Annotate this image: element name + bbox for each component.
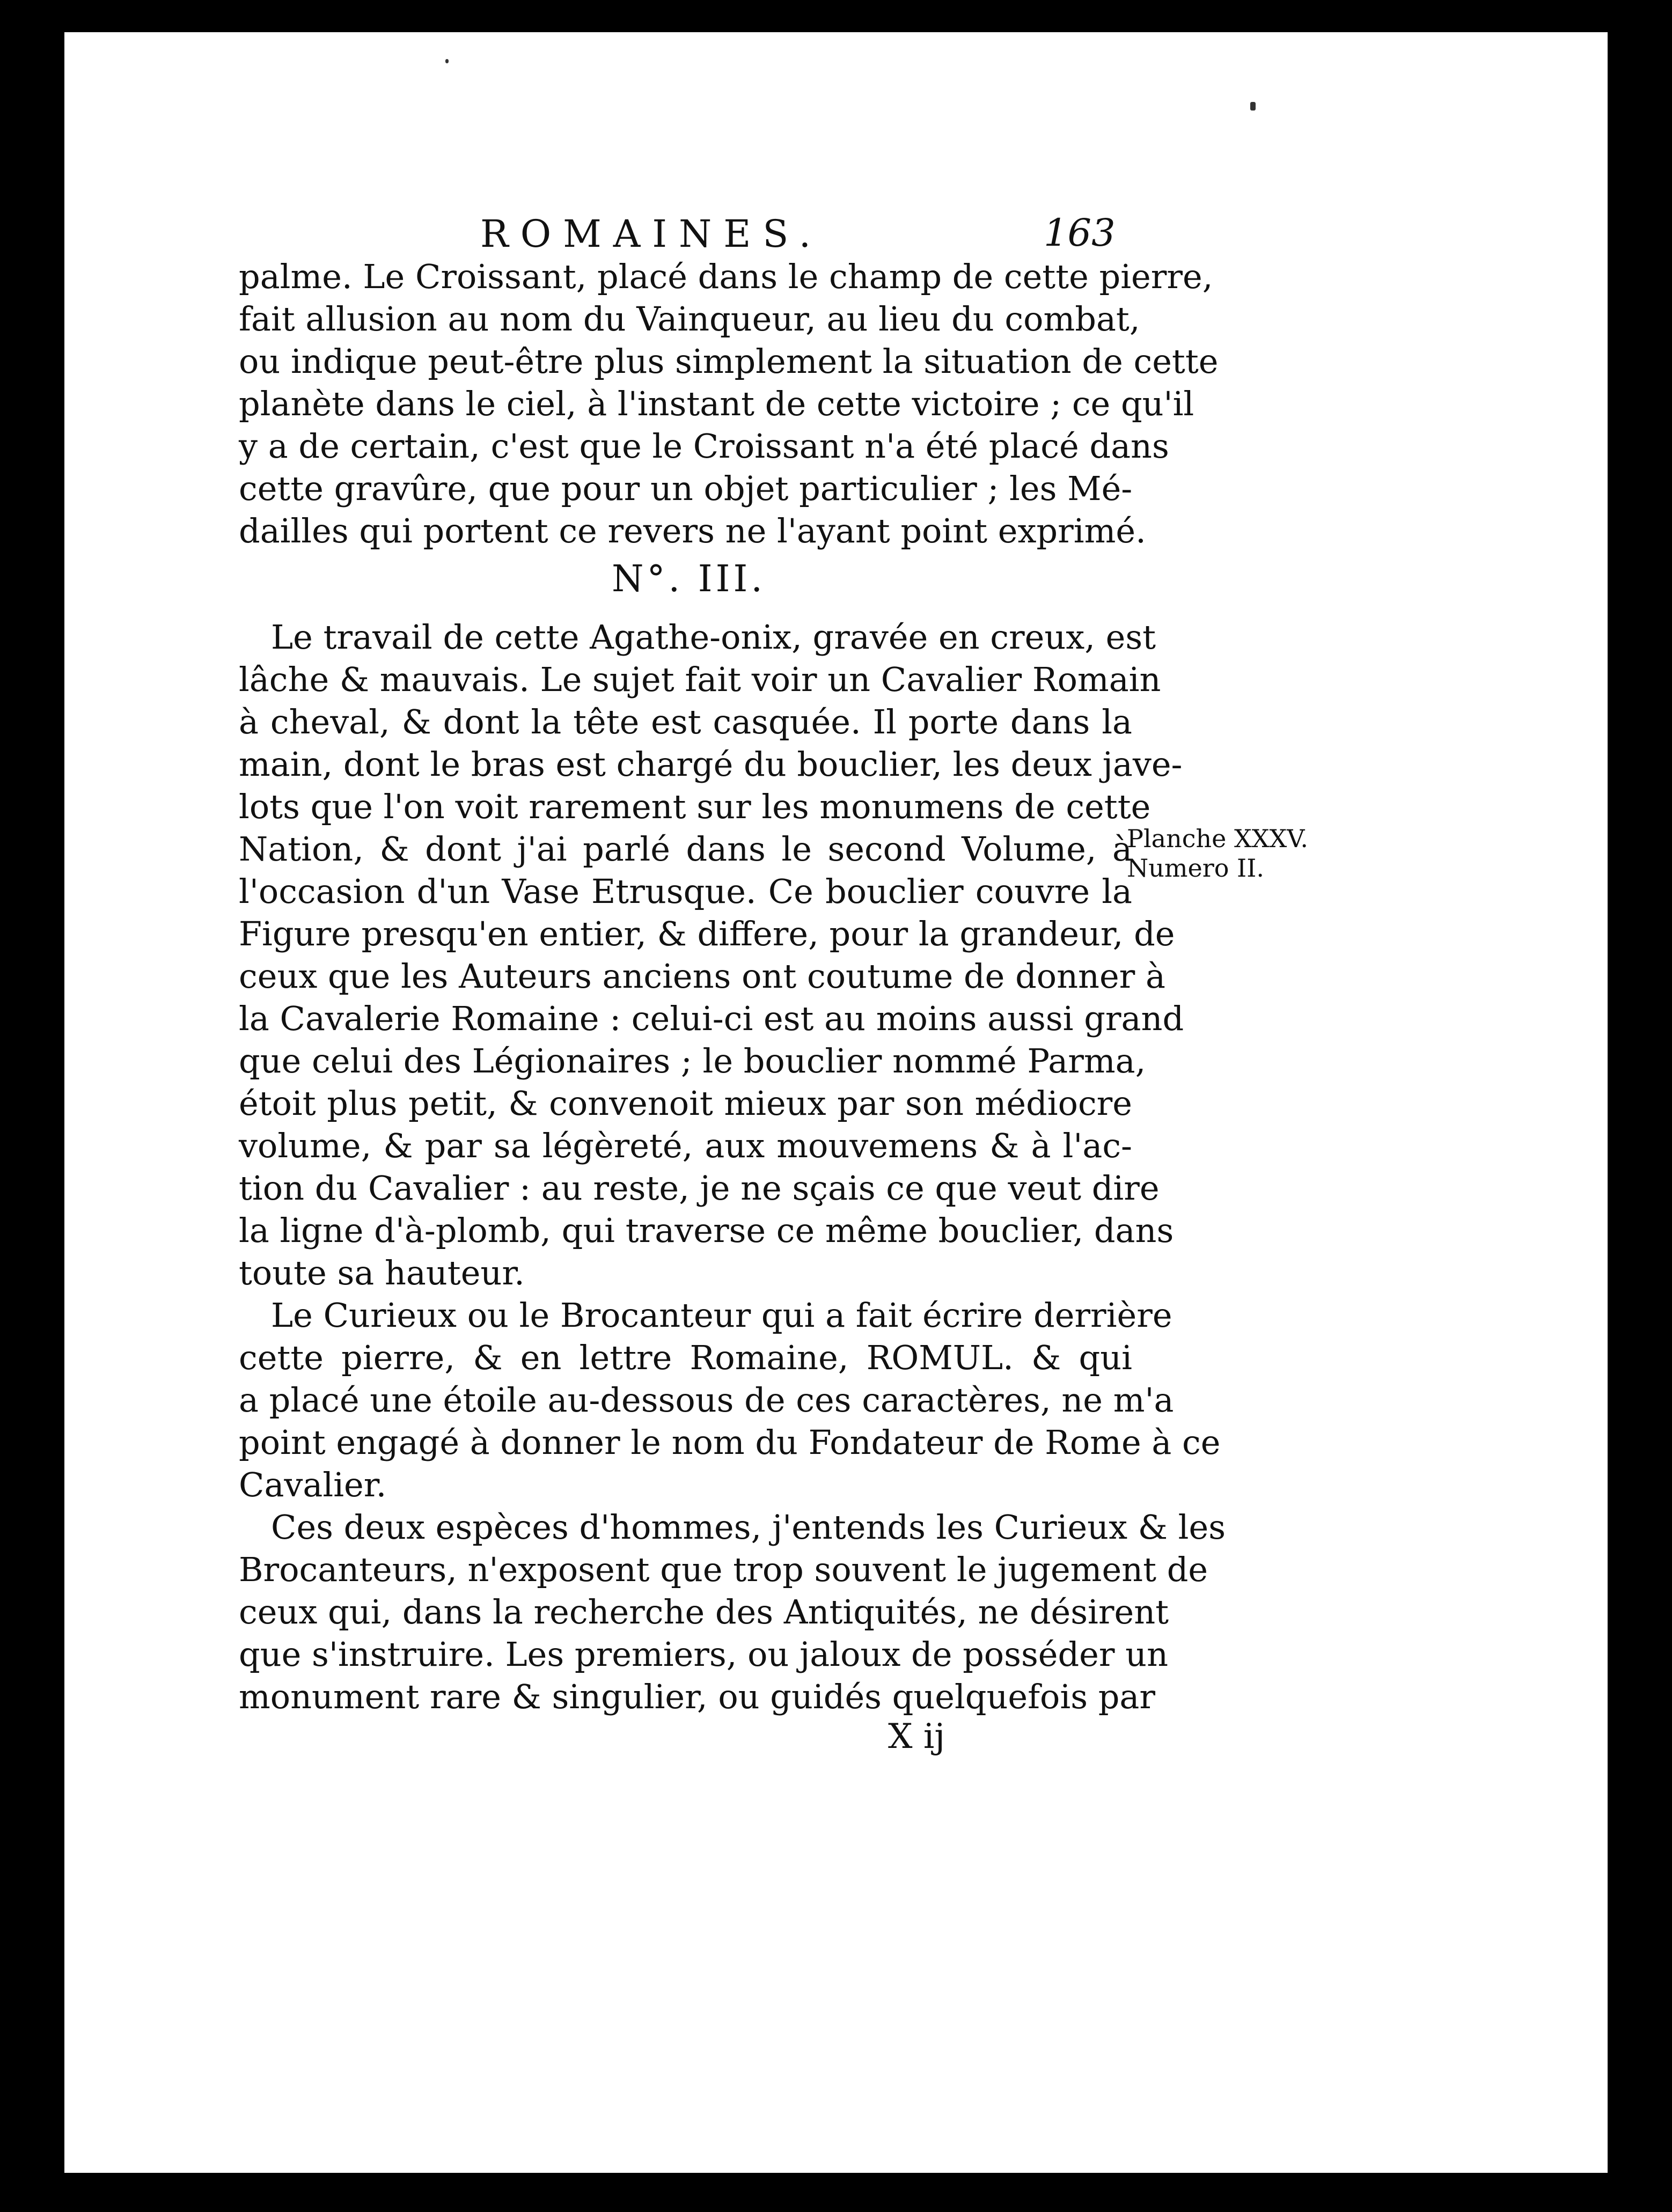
text-line: toute sa hauteur.	[239, 1253, 525, 1292]
text-line: y a de certain, c'est que le Croissant n'a été placé dans	[239, 427, 1169, 466]
scan-speck	[1250, 102, 1256, 111]
text-line: ceux que les Auteurs anciens ont coutume de donner à	[239, 957, 1165, 996]
text-line: Le Curieux ou le Brocanteur qui a fait écrire derrière	[271, 1296, 1172, 1335]
text-line: que s'instruire. Les premiers, ou jaloux de posséder un	[239, 1635, 1169, 1674]
text-line: Cavalier.	[239, 1465, 387, 1504]
text-line: à cheval, & dont la tête est casquée. Il porte dans la	[239, 702, 1132, 741]
text-line: ou indique peut-être plus simplement la situation de cette	[239, 342, 1219, 381]
section-title: N°. III.	[612, 558, 766, 600]
text-line: tion du Cavalier : au reste, je ne sçais ce que veut dire	[239, 1169, 1160, 1208]
page-number: 163	[1044, 211, 1116, 255]
text-line: cette pierre, & en lettre Romaine, ROMUL. & qui	[239, 1338, 1132, 1377]
text-line: la ligne d'à-plomb, qui traverse ce même bouclier, dans	[239, 1211, 1174, 1250]
text-line: la Cavalerie Romaine : celui-ci est au moins aussi grand	[239, 999, 1184, 1038]
text-line: Ces deux espèces d'hommes, j'entends les Curieux & les	[271, 1508, 1226, 1547]
margin-note-plate: Planche XXXV.	[1127, 824, 1308, 853]
text-line: Figure presqu'en entier, & differe, pour la grandeur, de	[239, 914, 1175, 953]
text-line: Le travail de cette Agathe-onix, gravée en creux, est	[271, 618, 1156, 657]
text-line: volume, & par sa légèreté, aux mouvemens & à l'ac-	[239, 1126, 1132, 1165]
text-line: a placé une étoile au-dessous de ces caractères, ne m'a	[239, 1380, 1174, 1420]
text-line: Brocanteurs, n'exposent que trop souvent le jugement de	[239, 1550, 1208, 1589]
text-line: point engagé à donner le nom du Fondateur de Rome à ce	[239, 1423, 1221, 1462]
text-line: lâche & mauvais. Le sujet fait voir un Cavalier Romain	[239, 660, 1161, 699]
text-line: lots que l'on voit rarement sur les monumens de cette	[239, 787, 1151, 826]
scan-speck	[445, 59, 449, 63]
text-line: Nation, & dont j'ai parlé dans le second Volume, à	[239, 829, 1132, 869]
text-line: palme. Le Croissant, placé dans le champ de cette pierre,	[239, 257, 1213, 296]
text-line: main, dont le bras est chargé du bouclier, les deux jave-	[239, 745, 1183, 784]
text-line: cette gravûre, que pour un objet particulier ; les Mé-	[239, 469, 1133, 508]
text-line: ceux qui, dans la recherche des Antiquités, ne désirent	[239, 1592, 1169, 1632]
signature-mark: X ij	[888, 1717, 945, 1757]
text-line: dailles qui portent ce revers ne l'ayant point exprimé.	[239, 511, 1146, 550]
running-head: ROMAINES.	[480, 212, 823, 256]
margin-note-number: Numero II.	[1127, 854, 1264, 883]
text-line: monument rare & singulier, ou guidés quelquefois par	[239, 1677, 1156, 1716]
text-line: étoit plus petit, & convenoit mieux par son médiocre	[239, 1084, 1132, 1123]
text-line: fait allusion au nom du Vainqueur, au lieu du combat,	[239, 299, 1140, 339]
text-line: planète dans le ciel, à l'instant de cette victoire ; ce qu'il	[239, 384, 1194, 423]
text-line: que celui des Légionaires ; le bouclier nommé Parma,	[239, 1041, 1146, 1081]
text-line: l'occasion d'un Vase Etrusque. Ce bouclier couvre la	[239, 872, 1132, 911]
